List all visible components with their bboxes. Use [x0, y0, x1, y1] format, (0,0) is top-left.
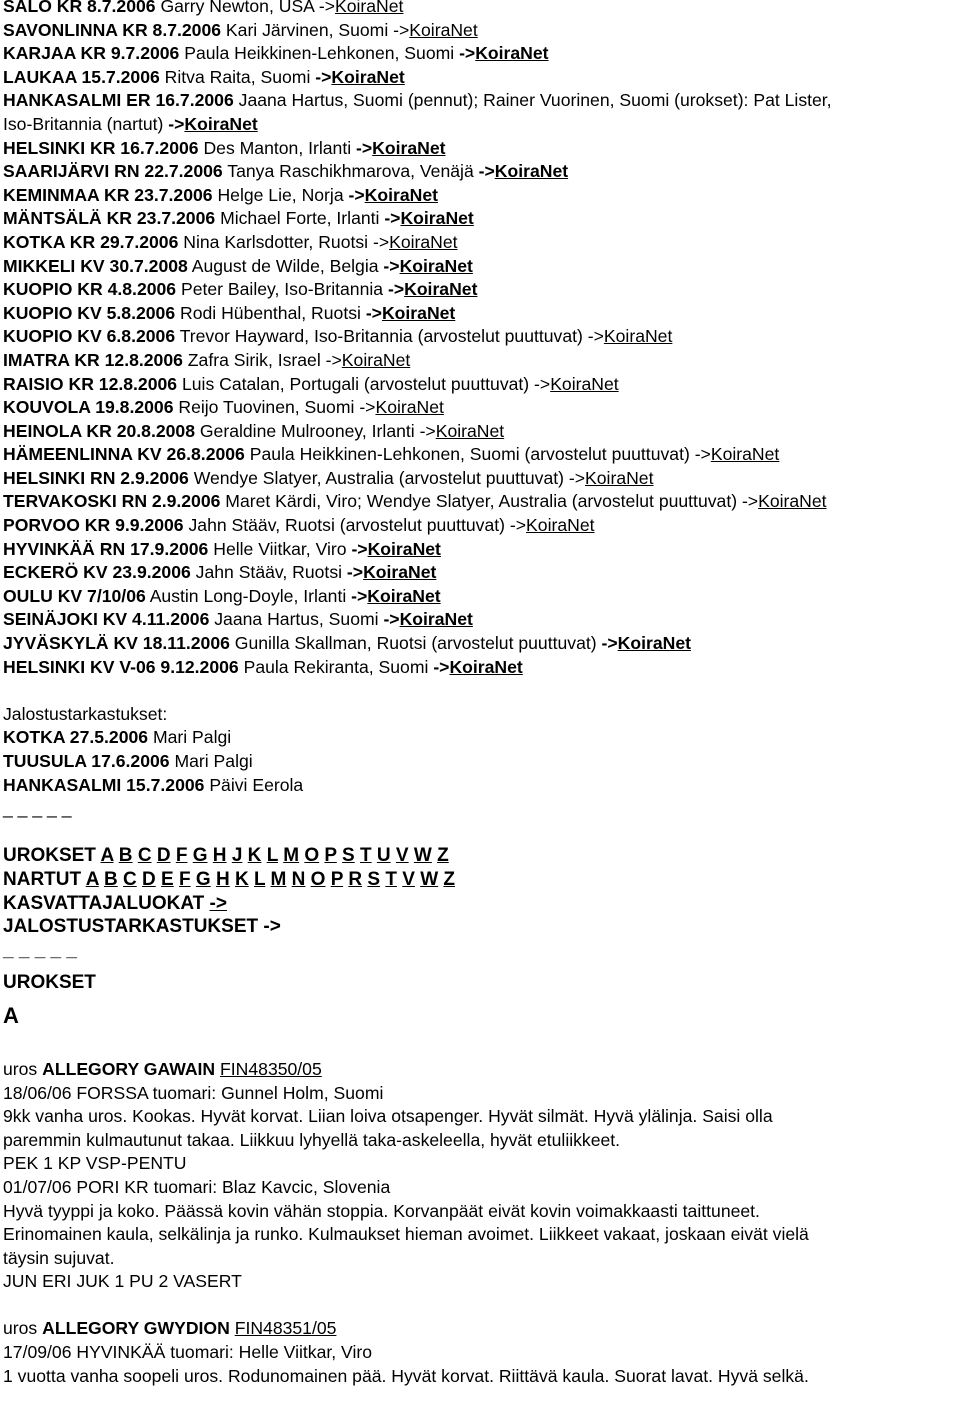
show-judge: Tanya Raschikhmarova, Venäjä: [227, 161, 474, 182]
show-place: HÄMEENLINNA KV 26.8.2006: [3, 444, 245, 465]
show-row: [3, 19, 960, 43]
koiranet-link[interactable]: KoiraNet: [399, 609, 473, 630]
males-letter-p[interactable]: P: [324, 845, 337, 867]
link-arrow: ->: [168, 113, 185, 134]
show-row: [3, 349, 960, 373]
koiranet-link[interactable]: KoiraNet: [184, 113, 258, 134]
koiranet-link[interactable]: KoiraNet: [367, 538, 441, 559]
dog-title: [3, 1058, 960, 1082]
males-letter-k[interactable]: K: [247, 845, 262, 867]
males-letter-f[interactable]: F: [175, 845, 188, 867]
show-judge: August de Wilde, Belgia: [191, 255, 379, 276]
show-place: SAVONLINNA KR 8.7.2006: [3, 19, 222, 40]
females-letter-a[interactable]: A: [85, 868, 99, 890]
breeding-list: [3, 726, 960, 797]
show-place: KOTKA KR 29.7.2006: [3, 231, 179, 252]
show-row: [3, 113, 960, 137]
show-row: [3, 490, 960, 514]
dog-title: [3, 1317, 960, 1341]
letter-heading: A: [3, 1003, 19, 1029]
show-row: [3, 656, 960, 680]
males-letter-c[interactable]: C: [137, 845, 152, 867]
breeding-row: [3, 774, 960, 798]
nav-females-letters: [86, 869, 455, 890]
link-arrow: ->: [393, 19, 410, 40]
females-letter-z[interactable]: Z: [443, 868, 456, 890]
dog-list: [3, 1058, 960, 1388]
show-judge: Michael Forte, Irlanti: [220, 208, 380, 229]
females-letter-h[interactable]: H: [215, 868, 230, 890]
show-judge: Helge Lie, Norja: [217, 184, 344, 205]
critique-line: 1 vuotta vanha soopeli uros. Rodunomainen pää. Hyvät korvat. Riittävä kaula. Suorat lavat. Hyvä selkä.: [3, 1365, 809, 1386]
breeding-row: [3, 750, 960, 774]
males-letter-j[interactable]: J: [231, 845, 243, 867]
males-letter-w[interactable]: W: [413, 845, 432, 867]
koiranet-link[interactable]: KoiraNet: [435, 420, 505, 441]
show-place: SEINÄJOKI KV 4.11.2006: [3, 609, 210, 630]
breeding-place: KOTKA 27.5.2006: [3, 727, 149, 748]
males-letter-s[interactable]: S: [342, 845, 355, 867]
show-place: HELSINKI KR 16.7.2006: [3, 137, 199, 158]
dog-name: ALLEGORY GWYDION: [42, 1318, 230, 1339]
show-row: [3, 207, 960, 231]
nav-males: [3, 844, 960, 868]
koiranet-link[interactable]: KoiraNet: [363, 562, 437, 583]
link-arrow: ->: [601, 633, 618, 654]
show-place: KUOPIO KV 6.8.2006: [3, 326, 176, 347]
nav-breeder-classes: [3, 892, 960, 916]
males-letter-b[interactable]: B: [118, 845, 133, 867]
males-letter-m[interactable]: M: [283, 845, 300, 867]
koiranet-link[interactable]: KoiraNet: [334, 0, 404, 16]
show-judge: Zafra Sirik, Israel: [187, 349, 321, 370]
breeding-row: [3, 726, 960, 750]
critique-line: 9kk vanha uros. Kookas. Hyvät korvat. Liian loiva otsapenger. Hyvät silmät. Hyvä ylälinja. Saisi olla: [3, 1106, 773, 1127]
show-judge: Rodi Hübenthal, Ruotsi: [180, 302, 361, 323]
link-arrow: ->: [383, 609, 400, 630]
females-letter-f[interactable]: F: [179, 868, 191, 890]
breeding-judge: Mari Palgi: [174, 751, 253, 771]
females-letter-e[interactable]: E: [161, 868, 174, 890]
show-place: HELSINKI RN 2.9.2006: [3, 467, 189, 488]
koiranet-link[interactable]: KoiraNet: [526, 515, 595, 536]
link-arrow: ->: [359, 397, 376, 418]
show-place: SALO KR 8.7.2006: [3, 0, 156, 16]
nav-females: [3, 868, 960, 892]
breeding-judge: Mari Palgi: [152, 727, 232, 748]
show-row: [3, 89, 960, 113]
show-judge: Iso-Britannia (nartut): [3, 113, 164, 134]
show-row: [3, 184, 960, 208]
show-judge: Reijo Tuovinen, Suomi: [178, 397, 355, 418]
females-letter-t[interactable]: T: [385, 868, 397, 890]
males-letter-t[interactable]: T: [360, 845, 372, 867]
show-row: [3, 443, 960, 467]
koiranet-link[interactable]: KoiraNet: [710, 444, 780, 465]
critique-line: PEK 1 KP VSP-PENTU: [3, 1153, 187, 1174]
show-place: KEMINMAA KR 23.7.2006: [3, 184, 213, 205]
females-letter-o[interactable]: O: [310, 868, 326, 890]
link-arrow: ->: [318, 0, 335, 16]
document-page: [3, 0, 960, 1388]
link-arrow: ->: [325, 349, 342, 370]
show-place: ECKERÖ KV 23.9.2006: [3, 562, 191, 583]
link-arrow: ->: [459, 43, 476, 64]
dog-registration-link[interactable]: FIN48350/05: [220, 1058, 322, 1079]
females-letter-n[interactable]: N: [291, 868, 306, 890]
show-place: JYVÄSKYLÄ KV 18.11.2006: [3, 633, 230, 654]
koiranet-link[interactable]: KoiraNet: [617, 633, 691, 654]
females-letter-m[interactable]: M: [270, 868, 287, 890]
critique-line: 18/06/06 FORSSA tuomari: Gunnel Holm, Suomi: [3, 1082, 384, 1103]
breeding-place: TUUSULA 17.6.2006: [3, 751, 170, 771]
show-row: [3, 66, 960, 90]
koiranet-link[interactable]: KoiraNet: [364, 184, 438, 205]
dog-sex: uros: [3, 1318, 38, 1339]
show-row: [3, 561, 960, 585]
show-judge: Des Manton, Irlanti: [203, 137, 352, 158]
show-judge: Paula Rekiranta, Suomi: [243, 656, 429, 677]
link-arrow: ->: [694, 444, 711, 465]
females-letter-w[interactable]: W: [420, 868, 439, 890]
show-row: [3, 538, 960, 562]
show-judge: Peter Bailey, Iso-Britannia: [180, 279, 384, 300]
females-letter-d[interactable]: D: [142, 868, 156, 890]
show-row: [3, 632, 960, 656]
show-place: HYVINKÄÄ RN 17.9.2006: [3, 538, 209, 559]
critique-line: paremmin kulmautunut takaa. Liikkuu lyhyellä taka-askeleella, hyvät etuliikkeet.: [3, 1129, 621, 1150]
show-place: LAUKAA 15.7.2006: [3, 66, 160, 87]
show-judge: Garry Newton, USA: [160, 0, 314, 16]
show-judge: Helle Viitkar, Viro: [213, 538, 347, 559]
link-arrow: ->: [365, 302, 382, 323]
females-letter-v[interactable]: V: [402, 868, 415, 890]
show-place: OULU KV 7/10/06: [3, 585, 146, 606]
koiranet-link[interactable]: KoiraNet: [372, 137, 446, 158]
show-place: KUOPIO KR 4.8.2006: [3, 279, 177, 300]
koiranet-link[interactable]: KoiraNet: [367, 585, 441, 606]
males-letter-v[interactable]: V: [395, 845, 409, 867]
males-letter-h[interactable]: H: [212, 845, 227, 867]
males-letter-d[interactable]: D: [156, 845, 171, 867]
link-arrow: ->: [372, 231, 390, 252]
koiranet-link[interactable]: KoiraNet: [758, 491, 827, 512]
males-letter-u[interactable]: U: [376, 845, 391, 867]
breeding-judge: Päivi Eerola: [209, 774, 304, 795]
critique-line: täysin sujuvat.: [3, 1247, 115, 1268]
show-row: [3, 160, 960, 184]
show-place: HEINOLA KR 20.8.2008: [3, 420, 195, 441]
males-letter-z[interactable]: Z: [437, 845, 449, 867]
koiranet-link[interactable]: KoiraNet: [341, 349, 411, 370]
show-row: [3, 608, 960, 632]
show-row: [3, 514, 960, 538]
show-judge: Wendye Slatyer, Australia (arvostelut puuttuvat): [193, 467, 564, 488]
koiranet-link[interactable]: KoiraNet: [585, 467, 654, 488]
females-letter-r[interactable]: R: [348, 868, 363, 890]
critique-line: 01/07/06 PORI KR tuomari: Blaz Kavcic, Slovenia: [3, 1176, 391, 1197]
link-arrow: ->: [419, 420, 436, 441]
show-row: [3, 396, 960, 420]
nav-breeding-checks: JALOSTUSTARKASTUKSET ->: [3, 916, 281, 938]
show-row: [3, 325, 960, 349]
koiranet-link[interactable]: KoiraNet: [494, 161, 569, 182]
dog-name: ALLEGORY GAWAIN: [42, 1058, 216, 1079]
females-letter-g[interactable]: G: [195, 868, 211, 890]
separator: _ _ _ _ _: [3, 798, 72, 819]
dog-sex: uros: [3, 1058, 38, 1079]
show-row: [3, 373, 960, 397]
show-judge: Austin Long-Doyle, Irlanti: [149, 585, 347, 606]
link-arrow: ->: [315, 66, 332, 87]
link-arrow: ->: [587, 326, 604, 347]
link-arrow: ->: [741, 491, 759, 512]
breeding-heading: Jalostustarkastukset:: [3, 703, 168, 724]
link-arrow: ->: [346, 562, 364, 583]
show-row: [3, 231, 960, 255]
koiranet-link[interactable]: KoiraNet: [381, 302, 456, 323]
link-arrow: ->: [509, 515, 527, 536]
spacer: [3, 1294, 960, 1318]
show-row: [3, 0, 960, 19]
males-letter-g[interactable]: G: [192, 845, 208, 867]
link-arrow: ->: [387, 279, 405, 300]
show-place: SAARIJÄRVI RN 22.7.2006: [3, 161, 223, 182]
koiranet-link[interactable]: KoiraNet: [550, 373, 619, 394]
koiranet-link[interactable]: KoiraNet: [331, 66, 405, 87]
show-row: [3, 42, 960, 66]
males-letter-o[interactable]: O: [304, 845, 320, 867]
show-judge: Ritva Raita, Suomi: [164, 66, 311, 87]
females-letter-l[interactable]: L: [254, 868, 266, 890]
dog-registration-link[interactable]: FIN48351/05: [234, 1318, 337, 1339]
show-judge: Paula Heikkinen-Lehkonen, Suomi (arvostelut puuttuvat): [249, 444, 690, 465]
koiranet-link[interactable]: KoiraNet: [449, 656, 523, 677]
separator: _ _ _ _ _: [3, 939, 77, 961]
show-place: IMATRA KR 12.8.2006: [3, 349, 183, 370]
link-arrow: ->: [351, 585, 368, 606]
show-judge: Maret Kärdi, Viro; Wendye Slatyer, Australia (arvostelut puuttuvat): [225, 491, 738, 512]
females-letter-b[interactable]: B: [104, 868, 118, 890]
koiranet-link[interactable]: KoiraNet: [399, 255, 473, 276]
females-letter-s[interactable]: S: [367, 868, 381, 890]
show-judge: Paula Heikkinen-Lehkonen, Suomi: [184, 43, 455, 64]
spacer: [3, 679, 960, 703]
show-place: HANKASALMI ER 16.7.2006: [3, 90, 234, 111]
show-judge: Jaana Hartus, Suomi: [214, 609, 379, 630]
show-row: [3, 420, 960, 444]
show-place: PORVOO KR 9.9.2006: [3, 515, 184, 536]
show-judge: Kari Järvinen, Suomi: [225, 19, 389, 40]
critique-line: Hyvä tyyppi ja koko. Päässä kovin vähän stoppia. Korvanpäät eivät kovin voimakkaasti taittuneet.: [3, 1200, 760, 1221]
show-row: [3, 137, 960, 161]
breeding-place: HANKASALMI 15.7.2006: [3, 774, 205, 795]
show-place: KARJAA KR 9.7.2006: [3, 43, 180, 64]
koiranet-link[interactable]: KoiraNet: [400, 208, 474, 229]
koiranet-link[interactable]: KoiraNet: [409, 19, 478, 40]
link-arrow: ->: [351, 538, 368, 559]
show-place: HELSINKI KV V-06 9.12.2006: [3, 656, 239, 677]
critique-line: JUN ERI JUK 1 PU 2 VASERT: [3, 1271, 242, 1292]
show-row: [3, 255, 960, 279]
link-arrow: ->: [534, 373, 551, 394]
males-letter-l[interactable]: L: [266, 845, 278, 867]
spacer: [3, 821, 960, 845]
nav-males-letters: [100, 845, 448, 866]
show-row: [3, 585, 960, 609]
show-place: TERVAKOSKI RN 2.9.2006: [3, 491, 221, 512]
link-arrow: ->: [383, 255, 400, 276]
show-row: [3, 467, 960, 491]
critique-line: 17/09/06 HYVINKÄÄ tuomari: Helle Viitkar, Viro: [3, 1342, 372, 1363]
show-judge: Geraldine Mulrooney, Irlanti: [199, 420, 415, 441]
koiranet-link[interactable]: KoiraNet: [404, 279, 478, 300]
show-judge: Trevor Hayward, Iso-Britannia (arvostelut puuttuvat): [179, 326, 583, 347]
males-letter-a[interactable]: A: [100, 845, 114, 867]
link-arrow: ->: [478, 161, 495, 182]
link-arrow: ->: [433, 656, 450, 677]
show-judge: Gunilla Skallman, Ruotsi (arvostelut puuttuvat): [234, 633, 597, 654]
breeder-classes-link[interactable]: ->: [209, 892, 227, 914]
koiranet-link[interactable]: KoiraNet: [475, 43, 549, 64]
show-judge: Jaana Hartus, Suomi (pennut); Rainer Vuorinen, Suomi (urokset): Pat Lister,: [238, 90, 832, 111]
nav-breeder-classes-label: KASVATTAJALUOKAT: [3, 892, 205, 914]
females-letter-p[interactable]: P: [330, 868, 344, 890]
koiranet-link[interactable]: KoiraNet: [375, 397, 444, 418]
show-judge: Jahn Stääv, Ruotsi: [195, 562, 343, 583]
show-place: MÄNTSÄLÄ KR 23.7.2006: [3, 208, 216, 229]
show-judge: Nina Karlsdotter, Ruotsi: [183, 231, 369, 252]
koiranet-link[interactable]: KoiraNet: [389, 231, 458, 252]
link-arrow: ->: [356, 137, 373, 158]
link-arrow: ->: [348, 184, 365, 205]
show-place: KUOPIO KV 5.8.2006: [3, 302, 176, 323]
show-judge: Jahn Stääv, Ruotsi (arvostelut puuttuvat): [188, 515, 506, 536]
show-list: [3, 0, 960, 679]
show-judge: Luis Catalan, Portugali (arvostelut puuttuvat): [181, 373, 530, 394]
spacer: [3, 1034, 960, 1058]
males-heading: UROKSET: [3, 972, 96, 994]
nav-females-label: NARTUT: [3, 868, 82, 890]
link-arrow: ->: [384, 208, 401, 229]
show-place: KOUVOLA 19.8.2006: [3, 397, 174, 418]
show-row: [3, 302, 960, 326]
nav-males-label: UROKSET: [3, 845, 96, 867]
show-place: RAISIO KR 12.8.2006: [3, 373, 178, 394]
link-arrow: ->: [568, 467, 586, 488]
critique-line: Erinomainen kaula, selkälinja ja runko. Kulmaukset hieman avoimet. Liikkeet vakaat, joskaan eivät vielä: [3, 1224, 809, 1245]
females-letter-c[interactable]: C: [123, 868, 137, 890]
females-letter-k[interactable]: K: [234, 868, 249, 890]
koiranet-link[interactable]: KoiraNet: [603, 326, 673, 347]
show-row: [3, 278, 960, 302]
show-place: MIKKELI KV 30.7.2008: [3, 255, 188, 276]
